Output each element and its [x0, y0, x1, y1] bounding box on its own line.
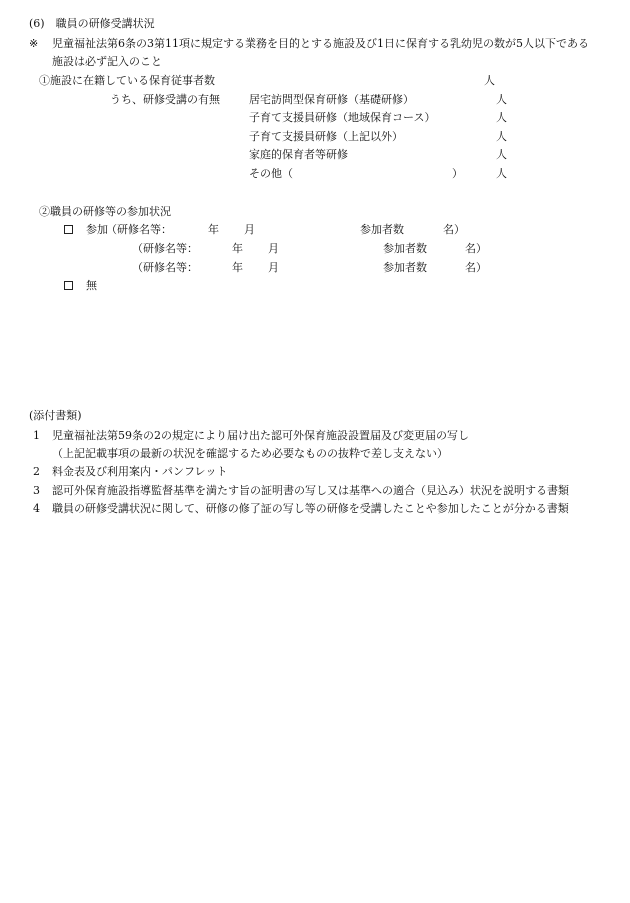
other-close-paren: ） — [452, 167, 463, 180]
training-name-label: （研修名等： — [132, 261, 198, 274]
year-label: 年 — [232, 242, 243, 255]
training-row-label: その他（ — [249, 167, 293, 180]
month-label: 月 — [268, 261, 279, 274]
attachments-heading: (添付書類) — [29, 409, 82, 422]
participant-count-label: 参加者数 — [383, 261, 427, 274]
attachment-text: 認可外保育施設指導監督基準を満たす旨の証明書の写し又は基準への適合（見込み）状況を説明する書類 — [52, 484, 569, 497]
attachment-text: 料金表及び利用案内・パンフレット — [52, 465, 228, 478]
training-row-unit: 人 — [496, 111, 507, 124]
month-label: 月 — [244, 223, 255, 236]
training-row-label: 家庭的保育者等研修 — [249, 148, 348, 161]
participant-count-label: 参加者数 — [383, 242, 427, 255]
absent-label: 無 — [86, 279, 97, 292]
participant-unit: 名） — [465, 261, 487, 274]
staff-count-unit: 人 — [484, 74, 495, 87]
attachment-text: 児童福祉法第59条の2の規定により届け出た認可外保育施設設置届及び変更届の写し — [52, 429, 469, 442]
training-name-label: （研修名等： — [132, 242, 198, 255]
training-row-unit: 人 — [496, 167, 507, 180]
attachment-note: （上記記載事項の最新の状況を確認するため必要なものの抜粋で差し支えない） — [52, 447, 448, 460]
attachment-number: 1 — [33, 429, 40, 442]
participant-unit: 名） — [443, 223, 465, 236]
year-label: 年 — [232, 261, 243, 274]
participant-unit: 名） — [465, 242, 487, 255]
attachment-text: 職員の研修受講状況に関して、研修の修了証の写し等の研修を受講したことや参加したことが分かる書類 — [52, 502, 569, 515]
training-row-unit: 人 — [496, 93, 507, 106]
participant-count-label: 参加者数 — [360, 223, 404, 236]
participation-checkbox[interactable] — [64, 225, 73, 234]
participation-heading: ②職員の研修等の参加状況 — [39, 205, 171, 218]
training-row-label: 居宅訪問型保育研修（基礎研修） — [249, 93, 414, 106]
attachment-number: 2 — [33, 465, 40, 478]
training-sub-label: うち、研修受講の有無 — [110, 93, 220, 106]
section-title: (6) 職員の研修受講状況 — [29, 17, 155, 30]
year-label: 年 — [208, 223, 219, 236]
note-line-1: 児童福祉法第6条の3第11項に規定する業務を目的とする施設及び1日に保育する乳幼児の数が5人以下である — [52, 37, 589, 50]
training-row-label: 子育て支援員研修（上記以外） — [249, 130, 403, 143]
absent-checkbox[interactable] — [64, 281, 73, 290]
note-line-2: 施設は必ず記入のこと — [52, 55, 162, 68]
month-label: 月 — [268, 242, 279, 255]
training-row-label: 子育て支援員研修（地域保育コース） — [249, 111, 436, 124]
training-row-unit: 人 — [496, 130, 507, 143]
training-name-label: （研修名等： — [106, 223, 172, 236]
staff-count-heading: ①施設に在籍している保育従事者数 — [39, 74, 215, 87]
attachment-number: 3 — [33, 484, 40, 497]
note-mark: ※ — [29, 37, 39, 50]
training-row-unit: 人 — [496, 148, 507, 161]
participation-label: 参加 — [86, 223, 108, 236]
attachment-number: 4 — [33, 502, 40, 515]
